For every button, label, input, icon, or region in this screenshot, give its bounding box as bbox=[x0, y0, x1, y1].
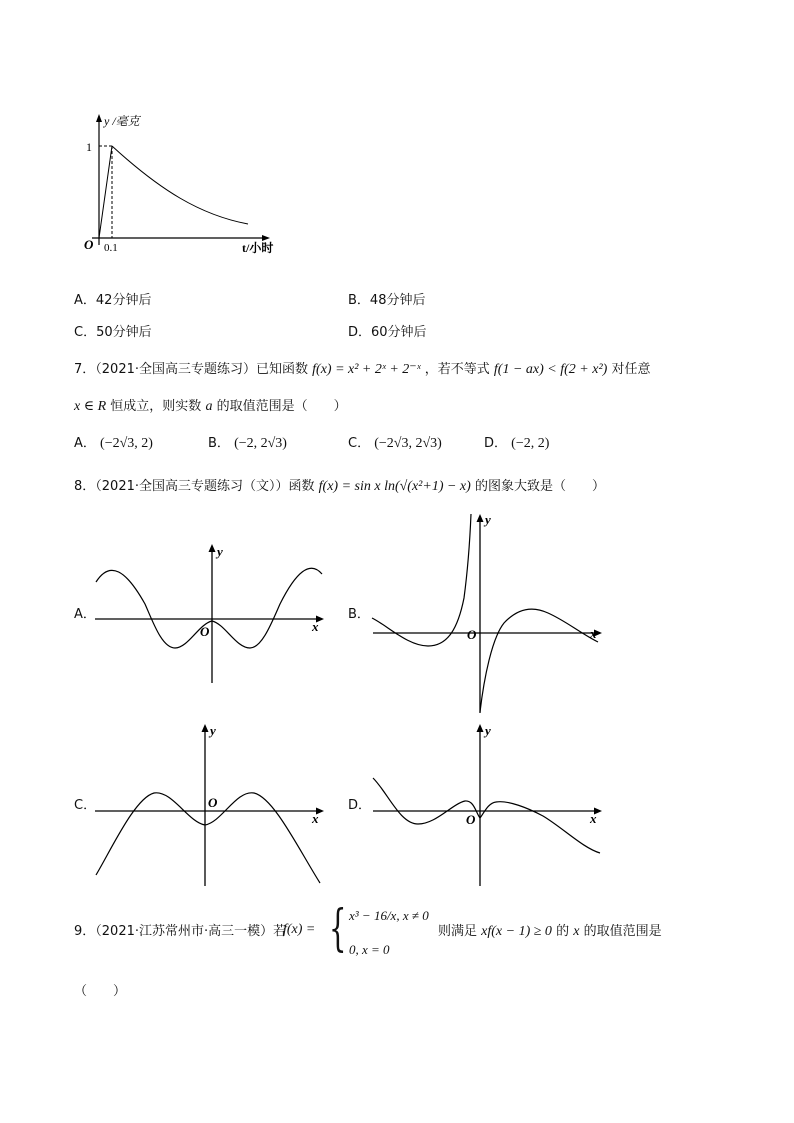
q8-option-a-label[interactable]: A． bbox=[74, 607, 96, 622]
q9-prefix: 9．（2021·江苏常州市·高三一模）若 bbox=[74, 924, 287, 939]
q7-option-a[interactable]: A． (−2√3, 2) bbox=[74, 436, 153, 451]
q6-option-d[interactable]: D．60分钟后 bbox=[348, 325, 427, 340]
svg-text:y: y bbox=[210, 723, 216, 738]
q7-stem-line2: x ∈ R 恒成立，则实数 a 的取值范围是（ ） bbox=[74, 399, 347, 414]
q8-stem: 8．（2021·全国高三专题练习（文））函数 f(x) = sin x ln(√(x²+1) − x) 的图象大致是（ ） bbox=[74, 479, 605, 494]
q6-option-b[interactable]: B．48分钟后 bbox=[348, 293, 426, 308]
svg-text:y: y bbox=[485, 512, 491, 527]
q8-option-c-label[interactable]: C． bbox=[74, 798, 97, 813]
q9-piecewise: f(x) = { x³ − 16/x, x ≠ 0 0, x = 0 bbox=[283, 899, 429, 957]
graph-origin: O bbox=[84, 237, 94, 252]
q8-graph-a[interactable] bbox=[90, 538, 330, 688]
q8-option-b-label[interactable]: B． bbox=[348, 607, 370, 622]
svg-text:O: O bbox=[467, 627, 477, 642]
q8-graph-c[interactable] bbox=[90, 718, 330, 888]
q8-graph-d[interactable] bbox=[368, 718, 608, 888]
q7-function: f(x) = x² + 2ˣ + 2⁻ˣ bbox=[312, 362, 421, 377]
q8-option-d-label[interactable]: D． bbox=[348, 798, 372, 813]
decay-graph bbox=[70, 105, 290, 265]
q8-function: f(x) = sin x ln(√(x²+1) − x) bbox=[318, 479, 471, 494]
q6-option-a[interactable]: A．42分钟后 bbox=[74, 293, 152, 308]
q8-graph-b[interactable] bbox=[368, 508, 608, 718]
svg-text:x: x bbox=[312, 811, 319, 826]
graph-x-tick: 0.1 bbox=[104, 242, 118, 254]
graph-y-tick: 1 bbox=[86, 140, 92, 154]
graph-x-label: t/小时 bbox=[242, 241, 274, 255]
svg-text:x: x bbox=[590, 626, 597, 641]
svg-text:x: x bbox=[590, 811, 597, 826]
q7-stem-line1: 7．（2021·全国高三专题练习）已知函数 f(x) = x² + 2ˣ + 2⁻ˣ ，若不等式 f(1 − ax) < f(2 + x²) 对任意 bbox=[74, 362, 651, 377]
q7-option-d[interactable]: D． (−2, 2) bbox=[484, 436, 550, 451]
q9-tail: 则满足 xf(x − 1) ≥ 0 的 x 的取值范围是 bbox=[438, 924, 662, 939]
svg-text:O: O bbox=[208, 795, 218, 810]
svg-text:O: O bbox=[466, 812, 476, 827]
brace: { bbox=[329, 899, 347, 957]
q9-answer-paren: （ ） bbox=[74, 984, 127, 999]
graph-y-label: y /毫克 bbox=[104, 114, 140, 128]
svg-text:y: y bbox=[485, 723, 491, 738]
svg-text:y: y bbox=[217, 544, 223, 559]
svg-text:x: x bbox=[312, 619, 319, 634]
q7-option-c[interactable]: C． (−2√3, 2√3) bbox=[348, 436, 442, 451]
q7-inequality: f(1 − ax) < f(2 + x²) bbox=[493, 362, 608, 377]
q7-option-b[interactable]: B． (−2, 2√3) bbox=[208, 436, 287, 451]
q6-option-c[interactable]: C．50分钟后 bbox=[74, 325, 152, 340]
svg-text:O: O bbox=[200, 624, 210, 639]
